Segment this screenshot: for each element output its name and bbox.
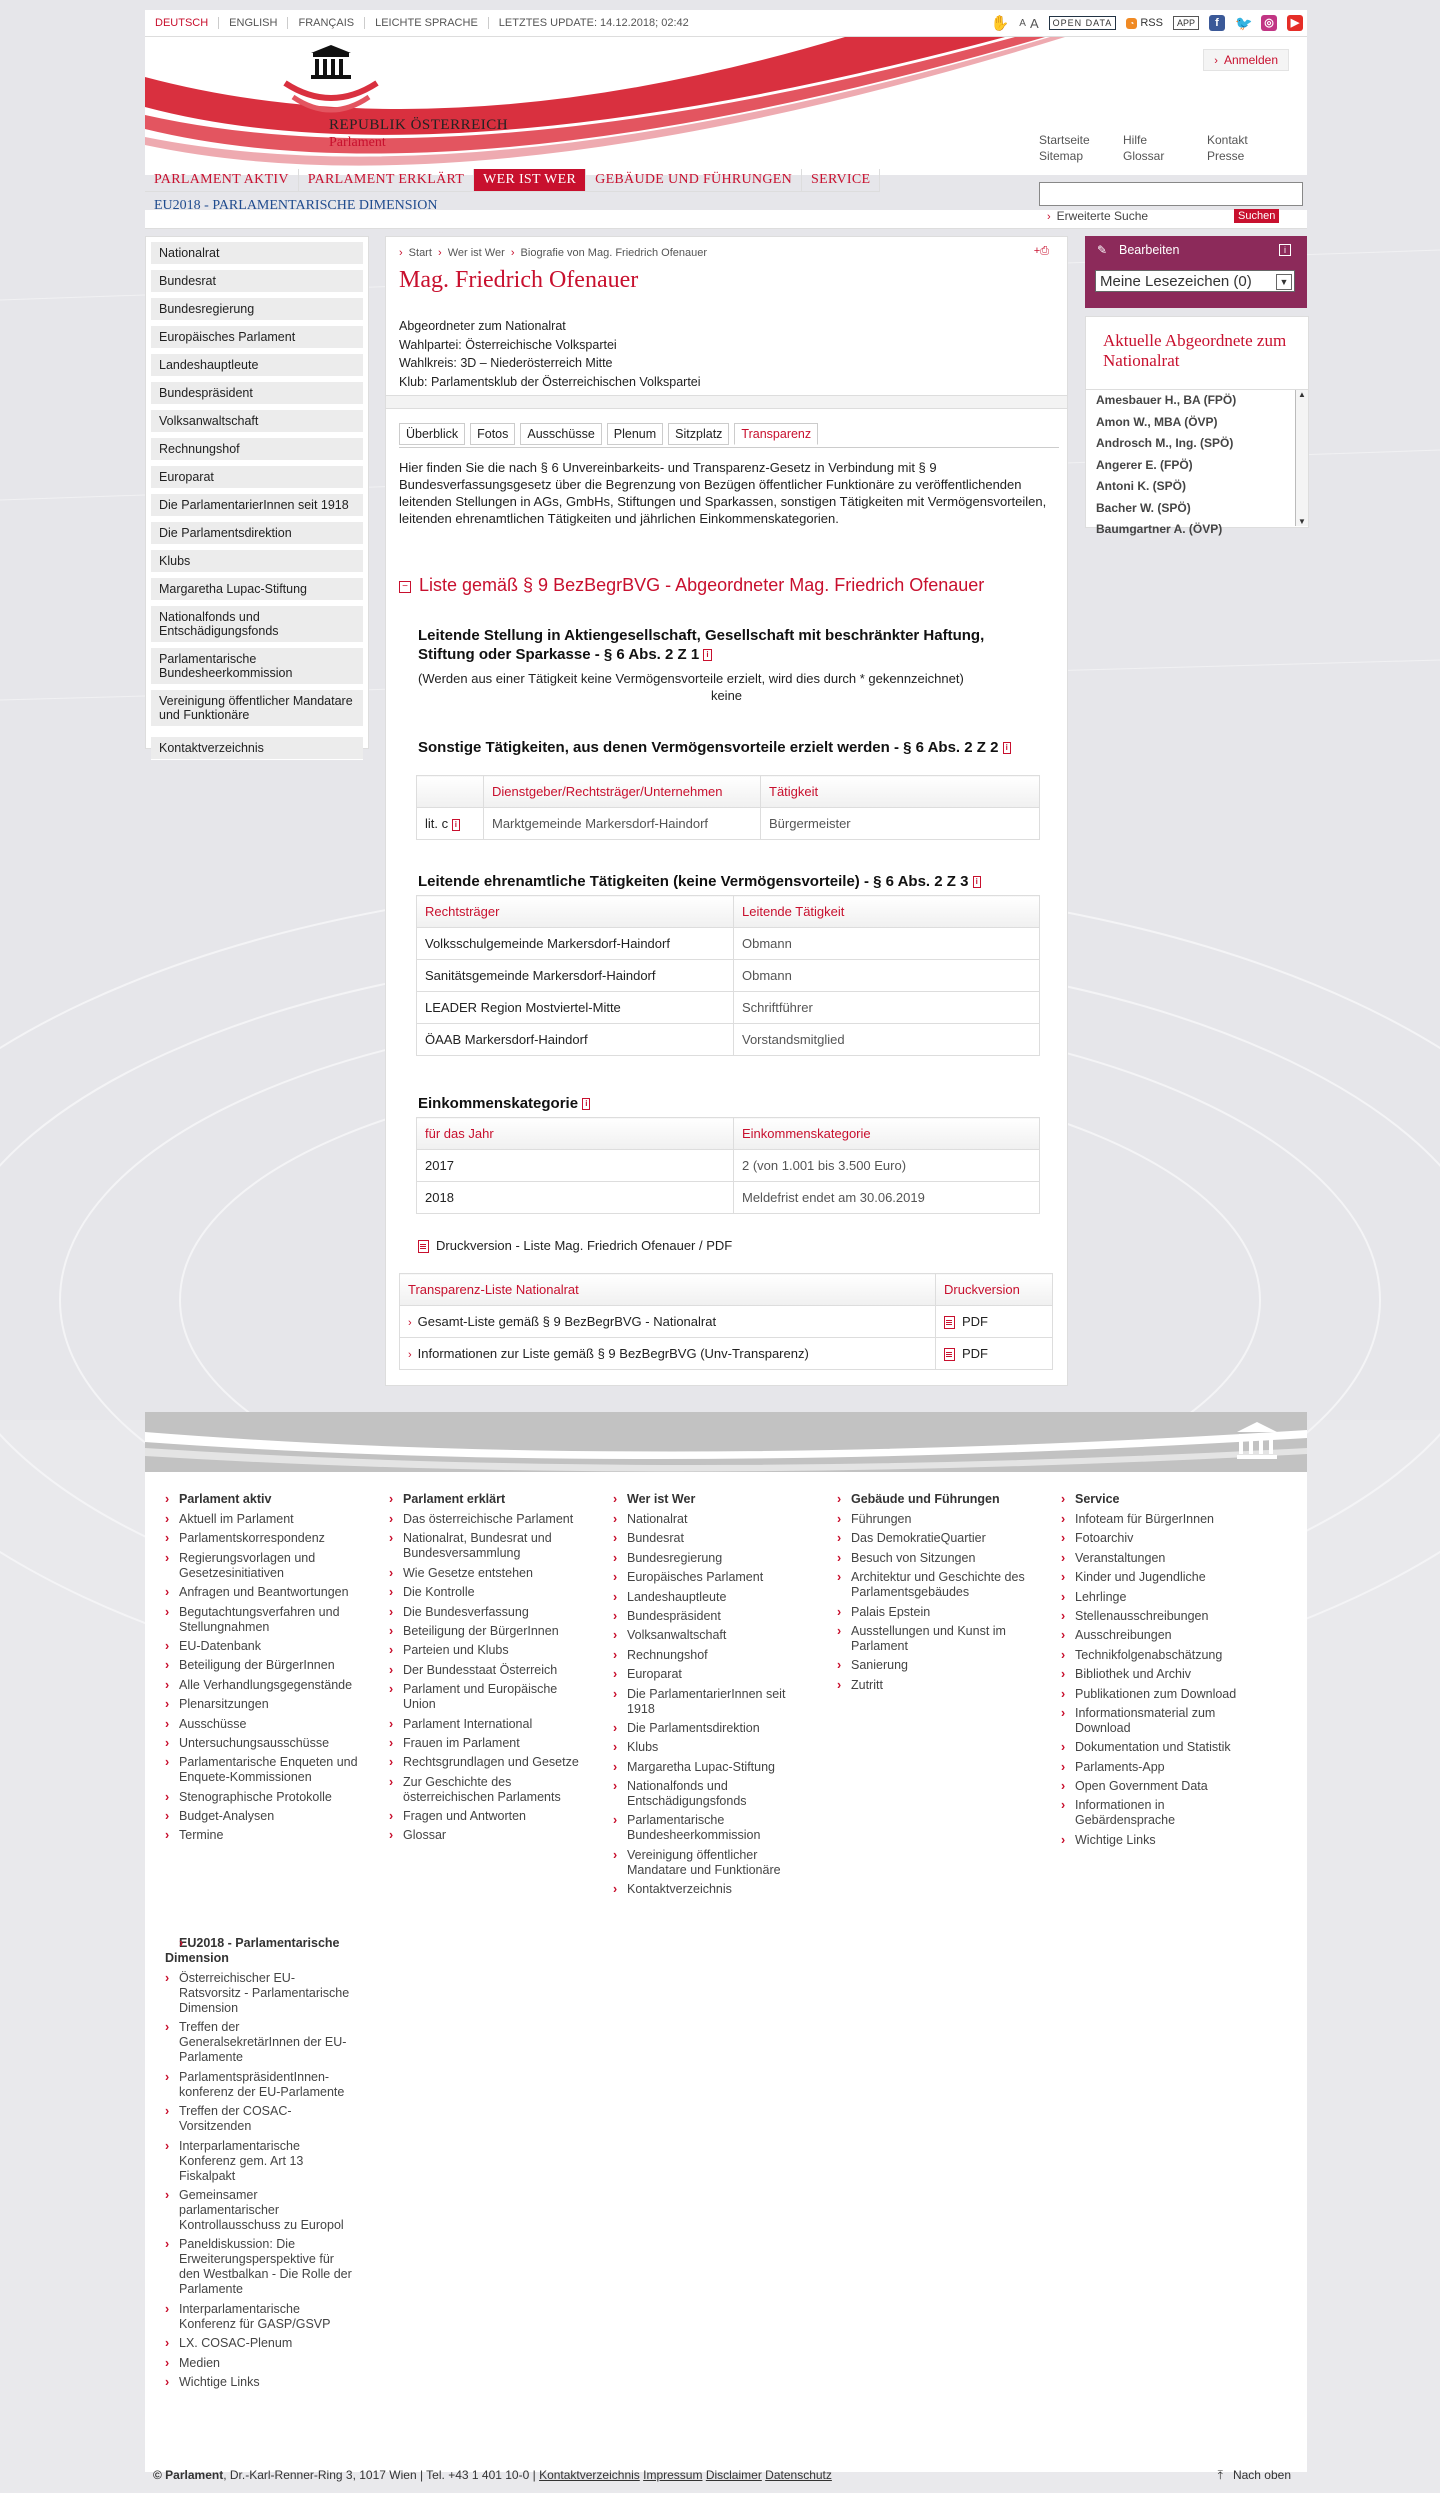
- nav-parlament-erklaert[interactable]: PARLAMENT ERKLÄRT: [299, 169, 474, 192]
- scrollbar[interactable]: [1295, 390, 1308, 526]
- footer-swoosh: [145, 1412, 1307, 1472]
- main-nav: [145, 169, 880, 192]
- list-item[interactable]: Androsch M., Ing. (SPÖ): [1096, 436, 1234, 450]
- footer-link[interactable]: › Interparlamentarische Konferenz für GASP/GSVP: [165, 2302, 355, 2332]
- link-kontakt[interactable]: Kontakt: [1207, 133, 1248, 147]
- footer-link[interactable]: › Nationalfonds und Entschädigungsfonds: [613, 1779, 813, 1809]
- footer-link[interactable]: › Der Bundesstaat Österreich: [389, 1663, 589, 1678]
- footer-col-heading[interactable]: › Parlament erklärt: [389, 1492, 589, 1507]
- table-header-cell: [417, 776, 484, 808]
- sign-language-icon[interactable]: ✋: [990, 15, 1010, 32]
- leftnav-item[interactable]: Vereinigung öffentlicher Mandatare und Funktionäre: [151, 690, 363, 727]
- chevron-right-icon: ›: [510, 247, 515, 259]
- footer-link[interactable]: › Nationalrat: [613, 1512, 813, 1527]
- footer-col-wer-ist-wer: [613, 1492, 813, 1902]
- nav-wer-ist-wer[interactable]: WER IST WER: [474, 169, 586, 192]
- footer-link[interactable]: › Wichtige Links: [165, 2375, 355, 2390]
- table-cell: Marktgemeinde Markersdorf-Haindorf: [484, 808, 761, 840]
- footer-link[interactable]: › Anfragen und Beantwortungen: [165, 1585, 365, 1600]
- footer-link[interactable]: › Parlamentarische Enqueten und Enquete-Kommissionen: [165, 1755, 365, 1785]
- footer-link[interactable]: › Bibliothek und Archiv: [1061, 1667, 1261, 1682]
- table-cell[interactable]: [936, 1306, 1053, 1338]
- info-icon[interactable]: i: [703, 649, 711, 661]
- advanced-search-link[interactable]: [1047, 209, 1148, 223]
- rss-label: RSS: [1140, 17, 1163, 29]
- table-row: [417, 1182, 1040, 1214]
- left-nav: [145, 236, 369, 755]
- divider: [386, 395, 1067, 409]
- table-cell-text: lit. c: [425, 816, 449, 831]
- main-content: [385, 236, 1068, 1386]
- twitter-icon[interactable]: 🐦: [1235, 15, 1253, 31]
- leftnav-item[interactable]: Landeshauptleute: [151, 354, 363, 377]
- table-cell: Sanitätsgemeinde Markersdorf-Haindorf: [417, 960, 734, 992]
- table-row: [417, 808, 1040, 840]
- print-version-link[interactable]: [418, 1238, 732, 1253]
- footer-link[interactable]: › Regierungsvorlagen und Gesetzesinitiativen: [165, 1551, 365, 1581]
- tab-ueberblick[interactable]: Überblick: [399, 423, 465, 445]
- footer-link[interactable]: › Bundesregierung: [613, 1551, 813, 1566]
- section-title-leitende-stellung: [418, 626, 1038, 664]
- footer-col-heading[interactable]: › Gebäude und Führungen: [837, 1492, 1037, 1507]
- leftnav-item[interactable]: Bundesrat: [151, 270, 363, 293]
- leftnav-item[interactable]: Die ParlamentarierInnen seit 1918: [151, 494, 363, 517]
- table-row: [400, 1338, 1053, 1370]
- table-row: [400, 1306, 1053, 1338]
- footer-link[interactable]: › Europäisches Parlament: [613, 1570, 813, 1585]
- table-header-row: [417, 896, 1040, 928]
- footer-link[interactable]: › Die Parlamentsdirektion: [613, 1721, 813, 1736]
- table-header-cell: Tätigkeit: [761, 776, 1040, 808]
- footer-link[interactable]: › Bundespräsident: [613, 1609, 813, 1624]
- leftnav-item[interactable]: Margaretha Lupac-Stiftung: [151, 578, 363, 601]
- footer-link[interactable]: › Frauen im Parlament: [389, 1736, 589, 1751]
- footer-link[interactable]: › Kontaktverzeichnis: [613, 1882, 813, 1897]
- login-button[interactable]: [1203, 49, 1289, 71]
- section-note: (Werden aus einer Tätigkeit keine Vermögensvorteile erzielt, wird dies durch * gekennzeichnet): [418, 671, 964, 686]
- rss-icon: ◔: [1126, 18, 1137, 29]
- search-input[interactable]: [1039, 182, 1303, 206]
- footer-col-parlament-aktiv: [165, 1492, 365, 1848]
- tabs: [399, 423, 818, 445]
- section-title-text: Leitende ehrenamtliche Tätigkeiten (keine Vermögensvorteile) - § 6 Abs. 2 Z 3: [418, 873, 969, 890]
- footer-link[interactable]: › Beteiligung der BürgerInnen: [389, 1624, 589, 1639]
- footer-col-heading[interactable]: › Service: [1061, 1492, 1261, 1507]
- footer-link[interactable]: › Fragen und Antworten: [389, 1809, 589, 1824]
- leftnav-item[interactable]: Klubs: [151, 550, 363, 573]
- footer-link[interactable]: › Technikfolgenabschätzung: [1061, 1648, 1261, 1663]
- table-cell: LEADER Region Mostviertel-Mitte: [417, 992, 734, 1024]
- section-none: keine: [710, 688, 743, 703]
- link-glossar[interactable]: Glossar: [1123, 149, 1165, 163]
- footer-link[interactable]: › Ausstellungen und Kunst im Parlament: [837, 1624, 1037, 1654]
- rss-link[interactable]: [1126, 17, 1163, 29]
- pdf-icon: [944, 1348, 955, 1361]
- footer-link[interactable]: › Rechnungshof: [613, 1648, 813, 1663]
- back-to-top-label: Nach oben: [1232, 2468, 1291, 2482]
- footer-link[interactable]: › Dokumentation und Statistik: [1061, 1740, 1261, 1755]
- tab-plenum[interactable]: Plenum: [607, 423, 663, 445]
- back-to-top-link[interactable]: [1218, 2468, 1291, 2483]
- edit-box: [1085, 236, 1307, 308]
- footer-link[interactable]: › Das österreichische Parlament: [389, 1512, 589, 1527]
- table-cell: 2017: [417, 1150, 734, 1182]
- page: [145, 10, 1307, 2493]
- app-button[interactable]: APP: [1173, 16, 1199, 30]
- info-icon[interactable]: i: [973, 876, 981, 888]
- table-cell: 2018: [417, 1182, 734, 1214]
- list-item[interactable]: Amon W., MBA (ÖVP): [1096, 414, 1218, 429]
- header: [145, 37, 1307, 175]
- language-switcher: [145, 10, 699, 36]
- tab-underline: [399, 447, 1059, 448]
- footer-link[interactable]: › Veranstaltungen: [1061, 1551, 1261, 1566]
- footer-link[interactable]: › Europarat: [613, 1667, 813, 1682]
- logo-title: REPUBLIK ÖSTERREICH: [329, 117, 509, 133]
- youtube-icon[interactable]: ▶: [1287, 15, 1303, 31]
- advanced-search-label: Erweiterte Suche: [1056, 209, 1149, 223]
- intro-text: Hier finden Sie die nach § 6 Unvereinbarkeits- und Transparenz-Gesetz in Verbindung mit § 9 Bundesverfassungsgesetz über die Begrenzung von Bezügen öffentlicher Funktionäre zu veröffentlichenden leitenden Stellungen in AGs, GmbHs, Stiftungen und Sparkassen, sonstigen Tätigkeiten mit Vermögensvorteilen, leitenden ehrenamtlichen Tätigkeiten und jährlichen Einkommenskategorien.: [399, 460, 1047, 526]
- table-cell: Obmann: [734, 928, 1040, 960]
- footer-link[interactable]: › Parlament und Europäische Union: [389, 1682, 589, 1712]
- footer-link[interactable]: › Beteiligung der BürgerInnen: [165, 1658, 365, 1673]
- table-header-row: [417, 1118, 1040, 1150]
- tab-transparenz[interactable]: Transparenz: [734, 423, 818, 445]
- link-sitemap[interactable]: Sitemap: [1039, 149, 1084, 163]
- collapse-icon[interactable]: −: [399, 581, 411, 593]
- list-item[interactable]: Amesbauer H., BA (FPÖ): [1096, 393, 1237, 407]
- leftnav-item[interactable]: Volksanwaltschaft: [151, 410, 363, 433]
- leftnav-item[interactable]: Rechnungshof: [151, 438, 363, 461]
- table-header-cell: Rechtsträger: [417, 896, 734, 928]
- nav-eu2018[interactable]: EU2018 - PARLAMENTARISCHE DIMENSION: [154, 198, 438, 213]
- table-cell: [417, 808, 484, 840]
- table-sonstige-taetigkeiten: [416, 775, 1040, 840]
- chevron-right-icon: ›: [399, 247, 403, 259]
- lang-leichte-sprache[interactable]: LEICHTE SPRACHE: [365, 17, 489, 29]
- member-function: Abgeordneter zum Nationalrat: [399, 319, 566, 333]
- section-title-text: Sonstige Tätigkeiten, aus denen Vermögensvorteile erzielt werden - § 6 Abs. 2 Z 2: [418, 739, 999, 756]
- section-title-ehrenamtlich: [418, 872, 1058, 891]
- footer-col-eu2018: [165, 1936, 355, 2394]
- footer-col-heading[interactable]: › EU2018 - Parlamentarische Dimension: [165, 1936, 355, 1966]
- table-cell: ÖAAB Markersdorf-Haindorf: [417, 1024, 734, 1056]
- footer-link[interactable]: › Glossar: [389, 1828, 589, 1843]
- table-cell[interactable]: [400, 1306, 936, 1338]
- footer-link[interactable]: › Palais Epstein: [837, 1605, 1037, 1620]
- footer-link[interactable]: › Alle Verhandlungsgegenstände: [165, 1678, 365, 1693]
- pdf-link[interactable]: PDF: [962, 1346, 988, 1362]
- section-title-einkommen: [418, 1094, 590, 1113]
- table-row: [417, 928, 1040, 960]
- footer-link[interactable]: › Österreichischer EU-Ratsvorsitz - Parlamentarische Dimension: [165, 1971, 355, 2016]
- list-item[interactable]: Antoni K. (SPÖ): [1096, 479, 1186, 493]
- table-ehrenamtliche-taetigkeiten: [416, 895, 1040, 1056]
- footer-link[interactable]: › Wie Gesetze entstehen: [389, 1566, 589, 1581]
- info-icon[interactable]: i: [582, 1098, 590, 1110]
- footer-col-service: [1061, 1492, 1261, 1852]
- table-row: [417, 1150, 1040, 1182]
- table-header-cell: Leitende Tätigkeit: [734, 896, 1040, 928]
- list-item[interactable]: Bacher W. (SPÖ): [1096, 500, 1191, 515]
- footer-link-kontaktverzeichnis[interactable]: Kontaktverzeichnis: [539, 2468, 640, 2482]
- leftnav-item[interactable]: Nationalfonds und Entschädigungsfonds: [151, 606, 363, 643]
- footer-link[interactable]: › Volksanwaltschaft: [613, 1628, 813, 1643]
- footer-link-impressum[interactable]: Impressum: [643, 2468, 703, 2482]
- section-title-text: Einkommenskategorie: [418, 1095, 579, 1112]
- table-header-cell: Dienstgeber/Rechtsträger/Unternehmen: [484, 776, 761, 808]
- table-cell: Vorstandsmitglied: [734, 1024, 1040, 1056]
- bookmark-add-icon[interactable]: +⎙: [1033, 245, 1049, 257]
- link-hilfe[interactable]: Hilfe: [1123, 133, 1148, 147]
- list-heading[interactable]: [399, 575, 984, 596]
- pencil-icon: ✎: [1097, 243, 1108, 257]
- footer-link[interactable]: › Interparlamentarische Konferenz gem. Art 13 Fiskalpakt: [165, 2139, 355, 2184]
- footer-link[interactable]: › Bundesrat: [613, 1531, 813, 1546]
- footer-link[interactable]: › Zutritt: [837, 1678, 1037, 1693]
- scroll-up-icon[interactable]: ▲: [1298, 390, 1306, 399]
- bookmarks-value: Meine Lesezeichen (0): [1100, 273, 1252, 290]
- footer-link[interactable]: › Fotoarchiv: [1061, 1531, 1261, 1546]
- leftnav-item[interactable]: Die Parlamentsdirektion: [151, 522, 363, 545]
- footer-link[interactable]: › Publikationen zum Download: [1061, 1687, 1261, 1702]
- footer-link[interactable]: › Parlamentskorrespondenz: [165, 1531, 365, 1546]
- footer-link[interactable]: › Nationalrat, Bundesrat und Bundesversammlung: [389, 1531, 589, 1561]
- top-bar: [145, 10, 1307, 37]
- footer-link[interactable]: › Termine: [165, 1828, 365, 1843]
- chevron-right-icon: ›: [408, 1317, 412, 1330]
- footer-link[interactable]: › Medien: [165, 2356, 355, 2371]
- footer-link[interactable]: › Kinder und Jugendliche: [1061, 1570, 1261, 1585]
- footer-link[interactable]: › Besuch von Sitzungen: [837, 1551, 1037, 1566]
- footer-link[interactable]: › Gemeinsamer parlamentarischer Kontrollausschuss zu Europol: [165, 2188, 355, 2233]
- print-version-label: Druckversion - Liste Mag. Friedrich Ofenauer / PDF: [436, 1238, 733, 1253]
- table-transparenz-liste: [399, 1273, 1053, 1370]
- table-cell: Obmann: [734, 960, 1040, 992]
- footer-link[interactable]: › ParlamentspräsidentInnen-konferenz der EU-Parlamente: [165, 2070, 355, 2100]
- section-title-text: Leitende Stellung in Aktiengesellschaft, Gesellschaft mit beschränkter Haftung, Stiftung oder Sparkasse - § 6 Abs. 2 Z 1: [418, 627, 985, 663]
- pdf-link[interactable]: PDF: [962, 1314, 988, 1329]
- list-item[interactable]: Angerer E. (FPÖ): [1096, 457, 1193, 472]
- table-einkommenskategorie: [416, 1117, 1040, 1214]
- current-members-box: [1085, 316, 1309, 536]
- footer-link[interactable]: › Zur Geschichte des österreichischen Parlaments: [389, 1775, 589, 1805]
- footer-col-heading[interactable]: › Wer ist Wer: [613, 1492, 813, 1507]
- footer-link[interactable]: › Stellenausschreibungen: [1061, 1609, 1261, 1624]
- footer-link[interactable]: › Informationsmaterial zum Download: [1061, 1706, 1261, 1736]
- footer-band: [145, 1412, 1307, 1472]
- lang-francais[interactable]: FRANÇAIS: [288, 17, 365, 29]
- footer-link[interactable]: › Führungen: [837, 1512, 1037, 1527]
- footer-link[interactable]: › Parteien und Klubs: [389, 1643, 589, 1658]
- table-cell[interactable]: [400, 1338, 936, 1370]
- last-update: LETZTES UPDATE: 14.12.2018; 02:42: [498, 17, 689, 29]
- footer-col-gebaeude: [837, 1492, 1037, 1697]
- parliament-logo-icon[interactable]: [275, 43, 387, 115]
- logo-subtitle: Parlament: [329, 135, 386, 150]
- lang-deutsch[interactable]: DEUTSCH: [145, 17, 219, 29]
- leftnav-item[interactable]: Kontaktverzeichnis: [151, 737, 363, 760]
- search-button[interactable]: Suchen: [1234, 209, 1279, 223]
- footer-link[interactable]: › Plenarsitzungen: [165, 1697, 365, 1712]
- member-constituency: Wahlkreis: 3D – Niederösterreich Mitte: [399, 356, 613, 370]
- top-icons: [991, 10, 1307, 36]
- facebook-icon[interactable]: f: [1209, 15, 1225, 31]
- footer-link[interactable]: › Sanierung: [837, 1658, 1037, 1673]
- leftnav-item[interactable]: Europarat: [151, 466, 363, 489]
- footer-col-parlament-erklaert: [389, 1492, 589, 1848]
- table-header-cell: für das Jahr: [417, 1118, 734, 1150]
- footer-link[interactable]: › Landeshauptleute: [613, 1590, 813, 1605]
- leftnav-item[interactable]: Europäisches Parlament: [151, 326, 363, 349]
- table-cell: Bürgermeister: [761, 808, 1040, 840]
- footer-link[interactable]: › Treffen der COSAC-Vorsitzenden: [165, 2104, 355, 2134]
- table-cell: Meldefrist endet am 30.06.2019: [734, 1182, 1040, 1214]
- footer-link-disclaimer[interactable]: Disclaimer: [705, 2468, 762, 2482]
- current-members-title: Aktuelle Abgeordnete zum Nationalrat: [1103, 331, 1287, 370]
- member-club: Klub: Parlamentsklub der Österreichischen Volkspartei: [399, 374, 701, 389]
- member-info: [399, 317, 701, 391]
- link-startseite[interactable]: Startseite: [1039, 133, 1090, 147]
- footer-link[interactable]: › Infoteam für BürgerInnen: [1061, 1512, 1261, 1527]
- scroll-down-icon[interactable]: ▼: [1298, 517, 1306, 526]
- table-row: [417, 1024, 1040, 1056]
- footer-link[interactable]: › Informationen in Gebärdensprache: [1061, 1798, 1261, 1828]
- pdf-icon: [944, 1316, 955, 1329]
- quick-links: [1039, 133, 1299, 163]
- table-row: [417, 992, 1040, 1024]
- table-cell: 2 (von 1.001 bis 3.500 Euro): [734, 1150, 1040, 1182]
- footer-link[interactable]: › Klubs: [613, 1740, 813, 1755]
- chevron-right-icon: ›: [1214, 55, 1218, 67]
- nav-gebaeude-fuehrungen[interactable]: GEBÄUDE UND FÜHRUNGEN: [586, 169, 802, 192]
- table-cell: Volksschulgemeinde Markersdorf-Haindorf: [417, 928, 734, 960]
- leftnav-item[interactable]: Nationalrat: [151, 242, 363, 265]
- leftnav-item[interactable]: Bundesregierung: [151, 298, 363, 321]
- table-header-cell: Transparenz-Liste Nationalrat: [400, 1274, 936, 1306]
- footer-link[interactable]: › Budget-Analysen: [165, 1809, 365, 1824]
- table-cell[interactable]: [936, 1338, 1053, 1370]
- footer-link[interactable]: › Ausschüsse: [165, 1717, 365, 1732]
- current-members-list: [1086, 389, 1308, 536]
- footer-link[interactable]: › EU-Datenbank: [165, 1639, 365, 1654]
- open-data-button[interactable]: OPEN DATA: [1049, 16, 1117, 30]
- footer-link[interactable]: › Rechtsgrundlagen und Gesetze: [389, 1755, 589, 1770]
- footer-link[interactable]: › Stenographische Protokolle: [165, 1790, 365, 1805]
- leftnav-item[interactable]: Parlamentarische Bundesheerkommission: [151, 648, 363, 685]
- footer-copyright: [153, 2468, 832, 2482]
- footer-link[interactable]: › Parlamentarische Bundesheerkommission: [613, 1813, 813, 1843]
- font-large-button[interactable]: A: [1029, 15, 1039, 31]
- tab-ausschuesse[interactable]: Ausschüsse: [520, 423, 601, 445]
- footer-link[interactable]: › Architektur und Geschichte des Parlamentsgebäudes: [837, 1570, 1037, 1600]
- footer-link[interactable]: › Aktuell im Parlament: [165, 1512, 365, 1527]
- crumb-current: Biografie von Mag. Friedrich Ofenauer: [520, 247, 708, 259]
- footer-link[interactable]: › Margaretha Lupac-Stiftung: [613, 1760, 813, 1775]
- chevron-down-icon: ▼: [1276, 274, 1292, 290]
- footer-link[interactable]: › LX. COSAC-Plenum: [165, 2336, 355, 2351]
- list-item[interactable]: Baumgartner A. (ÖVP): [1096, 522, 1223, 536]
- table-header-row: [417, 776, 1040, 808]
- table-link[interactable]: Informationen zur Liste gemäß § 9 BezBegrBVG (Unv-Transparenz): [417, 1346, 809, 1362]
- chevron-right-icon: ›: [408, 1349, 412, 1362]
- footer-link[interactable]: › Ausschreibungen: [1061, 1628, 1261, 1643]
- table-link[interactable]: Gesamt-Liste gemäß § 9 BezBegrBVG - Nationalrat: [417, 1314, 717, 1330]
- list-heading-text: Liste gemäß § 9 BezBegrBVG - Abgeordneter Mag. Friedrich Ofenauer: [419, 575, 985, 595]
- footer-link[interactable]: › Begutachtungsverfahren und Stellungnahmen: [165, 1605, 365, 1635]
- edit-label[interactable]: Bearbeiten: [1119, 243, 1180, 257]
- tab-sitzplatz[interactable]: Sitzplatz: [668, 423, 729, 445]
- chevron-right-icon: ›: [438, 247, 442, 259]
- table-header-cell: Einkommenskategorie: [734, 1118, 1040, 1150]
- table-header-cell: Druckversion: [936, 1274, 1053, 1306]
- member-party: Wahlpartei: Österreichische Volkspartei: [399, 337, 617, 352]
- nav-service[interactable]: SERVICE: [802, 169, 880, 192]
- pdf-icon: [418, 1240, 429, 1253]
- leftnav-item[interactable]: Bundespräsident: [151, 382, 363, 405]
- footer-link[interactable]: › Parlament International: [389, 1717, 589, 1732]
- footer-link[interactable]: › Vereinigung öffentlicher Mandatare und Funktionäre: [613, 1848, 813, 1878]
- footer-col-heading[interactable]: › Parlament aktiv: [165, 1492, 365, 1507]
- arrow-up-icon: ⤒: [1217, 2468, 1223, 2482]
- login-label: Anmelden: [1223, 53, 1278, 67]
- link-presse[interactable]: Presse: [1207, 149, 1245, 163]
- crumb-start[interactable]: Start: [408, 247, 432, 259]
- instagram-icon[interactable]: ◎: [1261, 15, 1277, 31]
- section-title-sonstige: [418, 738, 1058, 757]
- footer-link[interactable]: › Das DemokratieQuartier: [837, 1531, 1037, 1546]
- font-small-button[interactable]: A: [1019, 17, 1026, 29]
- bookmarks-select[interactable]: [1095, 270, 1295, 292]
- nav-parlament-aktiv[interactable]: PARLAMENT AKTIV: [145, 169, 299, 192]
- footer-link[interactable]: › Untersuchungsausschüsse: [165, 1736, 365, 1751]
- table-cell: Schriftführer: [734, 992, 1040, 1024]
- footer-link[interactable]: › Wichtige Links: [1061, 1833, 1261, 1848]
- address-text: , Dr.-Karl-Renner-Ring 3, 1017 Wien | Tel. +43 1 401 10-0 |: [223, 2468, 536, 2482]
- copyright-label: © Parlament: [153, 2468, 224, 2482]
- tab-fotos[interactable]: Fotos: [470, 423, 515, 445]
- table-header-row: [400, 1274, 1053, 1306]
- lang-english[interactable]: ENGLISH: [219, 17, 288, 29]
- footer-link[interactable]: › Parlaments-App: [1061, 1760, 1261, 1775]
- info-icon[interactable]: i: [1003, 742, 1011, 754]
- footer-link[interactable]: › Lehrlinge: [1061, 1590, 1261, 1605]
- chevron-right-icon: ›: [1047, 211, 1051, 223]
- crumb-wer-ist-wer[interactable]: Wer ist Wer: [447, 247, 505, 259]
- footer-link[interactable]: › Die ParlamentarierInnen seit 1918: [613, 1687, 813, 1717]
- page-title: Mag. Friedrich Ofenauer: [399, 267, 639, 293]
- footer-link[interactable]: › Treffen der GeneralsekretärInnen der EU-Parlamente: [165, 2020, 355, 2065]
- info-icon[interactable]: i: [452, 819, 460, 831]
- table-row: [417, 960, 1040, 992]
- footer-link[interactable]: › Paneldiskussion: Die Erweiterungsperspektive für den Westbalkan - Die Rolle der Parlamente: [165, 2237, 355, 2297]
- footer-link[interactable]: › Die Bundesverfassung: [389, 1605, 589, 1620]
- footer-link[interactable]: › Die Kontrolle: [389, 1585, 589, 1600]
- info-icon[interactable]: i: [1279, 244, 1291, 256]
- footer-link[interactable]: › Open Government Data: [1061, 1779, 1261, 1794]
- footer-link-datenschutz[interactable]: Datenschutz: [765, 2468, 832, 2482]
- breadcrumb: [399, 247, 707, 259]
